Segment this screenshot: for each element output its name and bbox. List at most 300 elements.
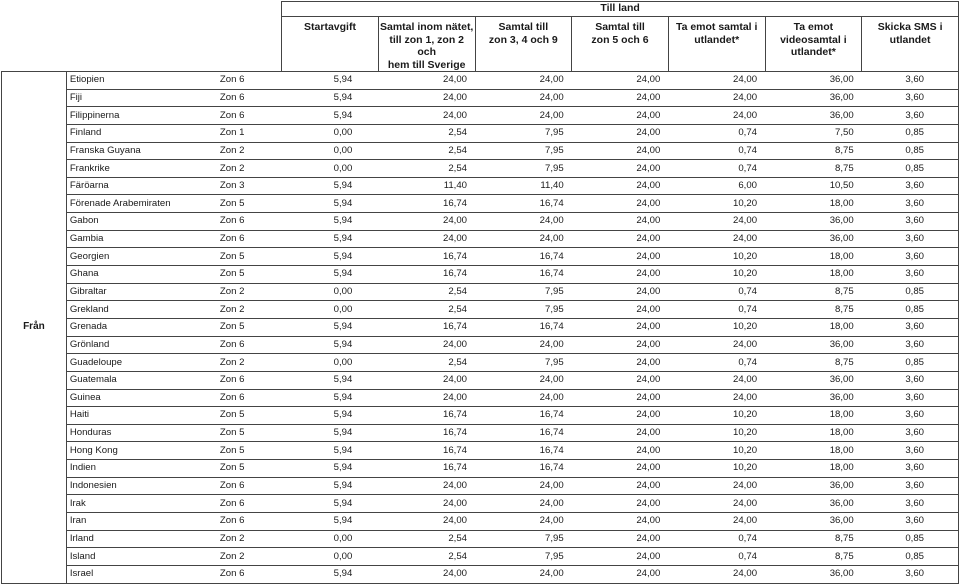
country-cell: Filippinerna — [66, 107, 218, 125]
startavgift-cell: 5,94 — [282, 407, 379, 425]
ta-emot-videosamtal-cell: 36,00 — [765, 230, 862, 248]
zon-5-6-cell: 24,00 — [572, 230, 669, 248]
country-cell: Israel — [66, 565, 218, 583]
table-row — [2, 213, 959, 231]
startavgift-cell: 5,94 — [282, 318, 379, 336]
skicka-sms-cell: 3,60 — [862, 513, 959, 531]
startavgift-cell: 5,94 — [282, 389, 379, 407]
skicka-sms-cell: 0,85 — [862, 301, 959, 319]
till-land-header: Till land — [282, 2, 959, 17]
ta-emot-videosamtal-cell: 18,00 — [765, 442, 862, 460]
skicka-sms-cell: 3,60 — [862, 230, 959, 248]
startavgift-cell: 0,00 — [282, 301, 379, 319]
ta-emot-samtal-cell: 0,74 — [668, 142, 765, 160]
ta-emot-videosamtal-cell: 18,00 — [765, 407, 862, 425]
table-row — [2, 442, 959, 460]
ta-emot-samtal-cell: 10,20 — [668, 407, 765, 425]
country-cell: Frankrike — [66, 160, 218, 178]
table-row — [2, 230, 959, 248]
zon-3-4-9-cell: 7,95 — [475, 160, 572, 178]
country-cell: Island — [66, 548, 218, 566]
zon-3-4-9-cell: 24,00 — [475, 107, 572, 125]
table-row — [2, 89, 959, 107]
zone-cell: Zon 5 — [218, 424, 282, 442]
zon-5-6-cell: 24,00 — [572, 248, 669, 266]
column-header-ta-emot-videosamtal: Ta emot videosamtal i utlandet* — [765, 17, 862, 72]
ta-emot-samtal-cell: 0,74 — [668, 283, 765, 301]
ta-emot-samtal-cell: 0,74 — [668, 301, 765, 319]
zone-cell: Zon 2 — [218, 142, 282, 160]
table-row — [2, 495, 959, 513]
samtal-inom-natet-cell: 24,00 — [378, 230, 475, 248]
zon-3-4-9-cell: 24,00 — [475, 336, 572, 354]
zon-5-6-cell: 24,00 — [572, 283, 669, 301]
ta-emot-videosamtal-cell: 18,00 — [765, 424, 862, 442]
samtal-inom-natet-cell: 2,54 — [378, 124, 475, 142]
startavgift-cell: 0,00 — [282, 283, 379, 301]
country-cell: Finland — [66, 124, 218, 142]
zon-3-4-9-cell: 24,00 — [475, 477, 572, 495]
zon-3-4-9-cell: 7,95 — [475, 548, 572, 566]
country-cell: Ghana — [66, 266, 218, 284]
country-cell: Fiji — [66, 89, 218, 107]
country-cell: Irak — [66, 495, 218, 513]
zon-3-4-9-cell: 16,74 — [475, 407, 572, 425]
skicka-sms-cell: 3,60 — [862, 107, 959, 125]
startavgift-cell: 5,94 — [282, 477, 379, 495]
startavgift-cell: 5,94 — [282, 371, 379, 389]
zone-cell: Zon 6 — [218, 89, 282, 107]
skicka-sms-cell: 3,60 — [862, 407, 959, 425]
zon-3-4-9-cell: 24,00 — [475, 72, 572, 90]
zon-5-6-cell: 24,00 — [572, 389, 669, 407]
zon-5-6-cell: 24,00 — [572, 565, 669, 583]
header-spacer-2 — [2, 17, 282, 72]
ta-emot-videosamtal-cell: 8,75 — [765, 301, 862, 319]
country-cell: Guatemala — [66, 371, 218, 389]
ta-emot-videosamtal-cell: 36,00 — [765, 389, 862, 407]
zon-5-6-cell: 24,00 — [572, 407, 669, 425]
startavgift-cell: 5,94 — [282, 72, 379, 90]
skicka-sms-cell: 3,60 — [862, 336, 959, 354]
zon-3-4-9-cell: 24,00 — [475, 565, 572, 583]
table-row — [2, 283, 959, 301]
startavgift-cell: 5,94 — [282, 336, 379, 354]
ta-emot-samtal-cell: 24,00 — [668, 389, 765, 407]
startavgift-cell: 5,94 — [282, 513, 379, 531]
startavgift-cell: 5,94 — [282, 177, 379, 195]
zon-5-6-cell: 24,00 — [572, 72, 669, 90]
samtal-inom-natet-cell: 2,54 — [378, 354, 475, 372]
column-header-zon-3-4-9: Samtal till zon 3, 4 och 9 — [475, 17, 572, 72]
skicka-sms-cell: 3,60 — [862, 477, 959, 495]
zone-cell: Zon 5 — [218, 407, 282, 425]
zone-cell: Zon 6 — [218, 371, 282, 389]
table-row — [2, 72, 959, 90]
zon-3-4-9-cell: 16,74 — [475, 195, 572, 213]
zon-3-4-9-cell: 11,40 — [475, 177, 572, 195]
skicka-sms-cell: 3,60 — [862, 195, 959, 213]
ta-emot-videosamtal-cell: 36,00 — [765, 513, 862, 531]
ta-emot-videosamtal-cell: 36,00 — [765, 336, 862, 354]
table-row — [2, 530, 959, 548]
zon-3-4-9-cell: 24,00 — [475, 213, 572, 231]
skicka-sms-cell: 0,85 — [862, 160, 959, 178]
ta-emot-videosamtal-cell: 7,50 — [765, 124, 862, 142]
ta-emot-videosamtal-cell: 18,00 — [765, 195, 862, 213]
ta-emot-samtal-cell: 24,00 — [668, 336, 765, 354]
ta-emot-samtal-cell: 24,00 — [668, 513, 765, 531]
zone-cell: Zon 6 — [218, 513, 282, 531]
zone-cell: Zon 6 — [218, 336, 282, 354]
zone-cell: Zon 6 — [218, 72, 282, 90]
zone-cell: Zon 5 — [218, 460, 282, 478]
zon-5-6-cell: 24,00 — [572, 442, 669, 460]
skicka-sms-cell: 3,60 — [862, 213, 959, 231]
startavgift-cell: 5,94 — [282, 89, 379, 107]
skicka-sms-cell: 0,85 — [862, 142, 959, 160]
startavgift-cell: 0,00 — [282, 354, 379, 372]
country-cell: Gibraltar — [66, 283, 218, 301]
table-row — [2, 160, 959, 178]
skicka-sms-cell: 3,60 — [862, 424, 959, 442]
ta-emot-videosamtal-cell: 36,00 — [765, 107, 862, 125]
skicka-sms-cell: 3,60 — [862, 266, 959, 284]
ta-emot-samtal-cell: 10,20 — [668, 318, 765, 336]
zone-cell: Zon 1 — [218, 124, 282, 142]
zon-5-6-cell: 24,00 — [572, 371, 669, 389]
startavgift-cell: 5,94 — [282, 565, 379, 583]
zone-cell: Zon 6 — [218, 213, 282, 231]
zon-5-6-cell: 24,00 — [572, 124, 669, 142]
zone-cell: Zon 2 — [218, 283, 282, 301]
skicka-sms-cell: 0,85 — [862, 283, 959, 301]
zone-cell: Zon 5 — [218, 318, 282, 336]
table-row — [2, 301, 959, 319]
samtal-inom-natet-cell: 24,00 — [378, 89, 475, 107]
skicka-sms-cell: 3,60 — [862, 460, 959, 478]
zon-5-6-cell: 24,00 — [572, 336, 669, 354]
table-row — [2, 336, 959, 354]
zon-3-4-9-cell: 7,95 — [475, 530, 572, 548]
zone-cell: Zon 6 — [218, 107, 282, 125]
zon-5-6-cell: 24,00 — [572, 177, 669, 195]
country-cell: Grönland — [66, 336, 218, 354]
samtal-inom-natet-cell: 24,00 — [378, 107, 475, 125]
country-cell: Guinea — [66, 389, 218, 407]
country-cell: Gabon — [66, 213, 218, 231]
zone-cell: Zon 6 — [218, 389, 282, 407]
samtal-inom-natet-cell: 24,00 — [378, 513, 475, 531]
samtal-inom-natet-cell: 24,00 — [378, 72, 475, 90]
ta-emot-samtal-cell: 10,20 — [668, 266, 765, 284]
table-row — [2, 266, 959, 284]
skicka-sms-cell: 3,60 — [862, 565, 959, 583]
skicka-sms-cell: 3,60 — [862, 177, 959, 195]
table-row — [2, 407, 959, 425]
ta-emot-samtal-cell: 24,00 — [668, 72, 765, 90]
country-cell: Gambia — [66, 230, 218, 248]
samtal-inom-natet-cell: 16,74 — [378, 460, 475, 478]
ta-emot-samtal-cell: 24,00 — [668, 89, 765, 107]
ta-emot-videosamtal-cell: 18,00 — [765, 266, 862, 284]
country-cell: Iran — [66, 513, 218, 531]
ta-emot-videosamtal-cell: 36,00 — [765, 72, 862, 90]
ta-emot-samtal-cell: 6,00 — [668, 177, 765, 195]
ta-emot-samtal-cell: 0,74 — [668, 548, 765, 566]
startavgift-cell: 0,00 — [282, 142, 379, 160]
column-header-samtal-inom-natet: Samtal inom nätet, till zon 1, zon 2 och hem till Sverige — [378, 17, 475, 72]
zone-cell: Zon 5 — [218, 248, 282, 266]
ta-emot-videosamtal-cell: 8,75 — [765, 160, 862, 178]
samtal-inom-natet-cell: 2,54 — [378, 548, 475, 566]
samtal-inom-natet-cell: 16,74 — [378, 424, 475, 442]
column-header-zon-5-6: Samtal till zon 5 och 6 — [572, 17, 669, 72]
ta-emot-videosamtal-cell: 8,75 — [765, 142, 862, 160]
zon-5-6-cell: 24,00 — [572, 160, 669, 178]
zon-5-6-cell: 24,00 — [572, 495, 669, 513]
samtal-inom-natet-cell: 16,74 — [378, 195, 475, 213]
zon-3-4-9-cell: 7,95 — [475, 124, 572, 142]
skicka-sms-cell: 3,60 — [862, 72, 959, 90]
country-cell: Honduras — [66, 424, 218, 442]
zon-5-6-cell: 24,00 — [572, 460, 669, 478]
country-cell: Irland — [66, 530, 218, 548]
zon-3-4-9-cell: 7,95 — [475, 354, 572, 372]
country-cell: Indonesien — [66, 477, 218, 495]
samtal-inom-natet-cell: 24,00 — [378, 495, 475, 513]
ta-emot-samtal-cell: 0,74 — [668, 530, 765, 548]
zon-5-6-cell: 24,00 — [572, 195, 669, 213]
zon-3-4-9-cell: 24,00 — [475, 495, 572, 513]
ta-emot-videosamtal-cell: 36,00 — [765, 565, 862, 583]
country-cell: Grekland — [66, 301, 218, 319]
zone-cell: Zon 2 — [218, 530, 282, 548]
startavgift-cell: 5,94 — [282, 442, 379, 460]
zon-5-6-cell: 24,00 — [572, 213, 669, 231]
table-row — [2, 424, 959, 442]
startavgift-cell: 5,94 — [282, 495, 379, 513]
skicka-sms-cell: 3,60 — [862, 248, 959, 266]
zone-cell: Zon 6 — [218, 230, 282, 248]
samtal-inom-natet-cell: 2,54 — [378, 283, 475, 301]
startavgift-cell: 5,94 — [282, 195, 379, 213]
skicka-sms-cell: 3,60 — [862, 442, 959, 460]
table-row — [2, 142, 959, 160]
samtal-inom-natet-cell: 11,40 — [378, 177, 475, 195]
country-cell: Franska Guyana — [66, 142, 218, 160]
zon-5-6-cell: 24,00 — [572, 477, 669, 495]
zon-3-4-9-cell: 24,00 — [475, 389, 572, 407]
table-row — [2, 177, 959, 195]
country-cell: Grenada — [66, 318, 218, 336]
zone-cell: Zon 5 — [218, 195, 282, 213]
ta-emot-samtal-cell: 10,20 — [668, 424, 765, 442]
zon-5-6-cell: 24,00 — [572, 548, 669, 566]
ta-emot-samtal-cell: 0,74 — [668, 124, 765, 142]
startavgift-cell: 0,00 — [282, 124, 379, 142]
startavgift-cell: 5,94 — [282, 107, 379, 125]
zon-5-6-cell: 24,00 — [572, 318, 669, 336]
skicka-sms-cell: 0,85 — [862, 354, 959, 372]
ta-emot-samtal-cell: 10,20 — [668, 442, 765, 460]
ta-emot-videosamtal-cell: 18,00 — [765, 460, 862, 478]
zon-5-6-cell: 24,00 — [572, 354, 669, 372]
table-row — [2, 548, 959, 566]
ta-emot-videosamtal-cell: 8,75 — [765, 354, 862, 372]
samtal-inom-natet-cell: 16,74 — [378, 407, 475, 425]
startavgift-cell: 5,94 — [282, 266, 379, 284]
zon-3-4-9-cell: 7,95 — [475, 283, 572, 301]
zon-3-4-9-cell: 16,74 — [475, 442, 572, 460]
country-cell: Etiopien — [66, 72, 218, 90]
ta-emot-samtal-cell: 24,00 — [668, 230, 765, 248]
startavgift-cell: 5,94 — [282, 424, 379, 442]
zon-3-4-9-cell: 7,95 — [475, 142, 572, 160]
table-row — [2, 477, 959, 495]
samtal-inom-natet-cell: 2,54 — [378, 301, 475, 319]
zon-5-6-cell: 24,00 — [572, 107, 669, 125]
skicka-sms-cell: 3,60 — [862, 318, 959, 336]
zone-cell: Zon 2 — [218, 548, 282, 566]
country-cell: Förenade Arabemiraten — [66, 195, 218, 213]
zon-3-4-9-cell: 24,00 — [475, 513, 572, 531]
ta-emot-samtal-cell: 10,20 — [668, 195, 765, 213]
table-row — [2, 513, 959, 531]
samtal-inom-natet-cell: 2,54 — [378, 160, 475, 178]
samtal-inom-natet-cell: 2,54 — [378, 142, 475, 160]
zone-cell: Zon 2 — [218, 354, 282, 372]
ta-emot-videosamtal-cell: 36,00 — [765, 371, 862, 389]
zon-5-6-cell: 24,00 — [572, 530, 669, 548]
startavgift-cell: 5,94 — [282, 230, 379, 248]
ta-emot-videosamtal-cell: 18,00 — [765, 248, 862, 266]
skicka-sms-cell: 0,85 — [862, 530, 959, 548]
zon-5-6-cell: 24,00 — [572, 301, 669, 319]
skicka-sms-cell: 3,60 — [862, 89, 959, 107]
country-cell: Hong Kong — [66, 442, 218, 460]
table-row — [2, 565, 959, 583]
zone-cell: Zon 5 — [218, 266, 282, 284]
table-row — [2, 318, 959, 336]
zone-cell: Zon 2 — [218, 301, 282, 319]
samtal-inom-natet-cell: 16,74 — [378, 248, 475, 266]
startavgift-cell: 5,94 — [282, 213, 379, 231]
skicka-sms-cell: 3,60 — [862, 389, 959, 407]
skicka-sms-cell: 3,60 — [862, 495, 959, 513]
country-cell: Indien — [66, 460, 218, 478]
samtal-inom-natet-cell: 2,54 — [378, 530, 475, 548]
zon-3-4-9-cell: 7,95 — [475, 301, 572, 319]
skicka-sms-cell: 0,85 — [862, 124, 959, 142]
ta-emot-videosamtal-cell: 36,00 — [765, 213, 862, 231]
ta-emot-videosamtal-cell: 36,00 — [765, 89, 862, 107]
startavgift-cell: 0,00 — [282, 548, 379, 566]
samtal-inom-natet-cell: 16,74 — [378, 318, 475, 336]
ta-emot-samtal-cell: 24,00 — [668, 565, 765, 583]
table-row — [2, 389, 959, 407]
zone-cell: Zon 6 — [218, 477, 282, 495]
startavgift-cell: 5,94 — [282, 460, 379, 478]
country-cell: Guadeloupe — [66, 354, 218, 372]
zon-3-4-9-cell: 24,00 — [475, 230, 572, 248]
ta-emot-samtal-cell: 10,20 — [668, 460, 765, 478]
zon-5-6-cell: 24,00 — [572, 266, 669, 284]
country-cell: Färöarna — [66, 177, 218, 195]
zon-3-4-9-cell: 16,74 — [475, 424, 572, 442]
ta-emot-videosamtal-cell: 36,00 — [765, 495, 862, 513]
startavgift-cell: 0,00 — [282, 530, 379, 548]
samtal-inom-natet-cell: 16,74 — [378, 266, 475, 284]
table-row — [2, 195, 959, 213]
zon-5-6-cell: 24,00 — [572, 89, 669, 107]
zon-3-4-9-cell: 24,00 — [475, 371, 572, 389]
zone-cell: Zon 5 — [218, 442, 282, 460]
rate-table — [1, 1, 959, 584]
zon-3-4-9-cell: 16,74 — [475, 266, 572, 284]
startavgift-cell: 0,00 — [282, 160, 379, 178]
zone-cell: Zon 3 — [218, 177, 282, 195]
ta-emot-samtal-cell: 0,74 — [668, 354, 765, 372]
ta-emot-samtal-cell: 0,74 — [668, 160, 765, 178]
zone-cell: Zon 2 — [218, 160, 282, 178]
country-cell: Haiti — [66, 407, 218, 425]
skicka-sms-cell: 0,85 — [862, 548, 959, 566]
header-spacer — [2, 2, 282, 17]
country-cell: Georgien — [66, 248, 218, 266]
rate-table-body — [2, 72, 959, 584]
zon-3-4-9-cell: 16,74 — [475, 318, 572, 336]
ta-emot-videosamtal-cell: 8,75 — [765, 548, 862, 566]
zon-5-6-cell: 24,00 — [572, 513, 669, 531]
table-row — [2, 460, 959, 478]
zon-3-4-9-cell: 16,74 — [475, 460, 572, 478]
zon-5-6-cell: 24,00 — [572, 142, 669, 160]
table-row — [2, 124, 959, 142]
ta-emot-videosamtal-cell: 8,75 — [765, 283, 862, 301]
ta-emot-samtal-cell: 24,00 — [668, 477, 765, 495]
ta-emot-samtal-cell: 24,00 — [668, 107, 765, 125]
samtal-inom-natet-cell: 24,00 — [378, 336, 475, 354]
table-row — [2, 354, 959, 372]
ta-emot-samtal-cell: 24,00 — [668, 495, 765, 513]
skicka-sms-cell: 3,60 — [862, 371, 959, 389]
table-row — [2, 107, 959, 125]
zon-5-6-cell: 24,00 — [572, 424, 669, 442]
zon-3-4-9-cell: 16,74 — [475, 248, 572, 266]
samtal-inom-natet-cell: 24,00 — [378, 477, 475, 495]
ta-emot-samtal-cell: 24,00 — [668, 213, 765, 231]
ta-emot-videosamtal-cell: 18,00 — [765, 318, 862, 336]
zone-cell: Zon 6 — [218, 495, 282, 513]
samtal-inom-natet-cell: 16,74 — [378, 442, 475, 460]
ta-emot-videosamtal-cell: 10,50 — [765, 177, 862, 195]
ta-emot-samtal-cell: 10,20 — [668, 248, 765, 266]
table-row — [2, 248, 959, 266]
ta-emot-videosamtal-cell: 8,75 — [765, 530, 862, 548]
samtal-inom-natet-cell: 24,00 — [378, 389, 475, 407]
startavgift-cell: 5,94 — [282, 248, 379, 266]
ta-emot-videosamtal-cell: 36,00 — [765, 477, 862, 495]
samtal-inom-natet-cell: 24,00 — [378, 213, 475, 231]
column-header-startavgift: Startavgift — [282, 17, 379, 72]
column-header-skicka-sms: Skicka SMS i utlandet — [862, 17, 959, 72]
samtal-inom-natet-cell: 24,00 — [378, 565, 475, 583]
samtal-inom-natet-cell: 24,00 — [378, 371, 475, 389]
column-header-ta-emot-samtal: Ta emot samtal i utlandet* — [668, 17, 765, 72]
zon-3-4-9-cell: 24,00 — [475, 89, 572, 107]
from-label: Från — [2, 72, 67, 584]
